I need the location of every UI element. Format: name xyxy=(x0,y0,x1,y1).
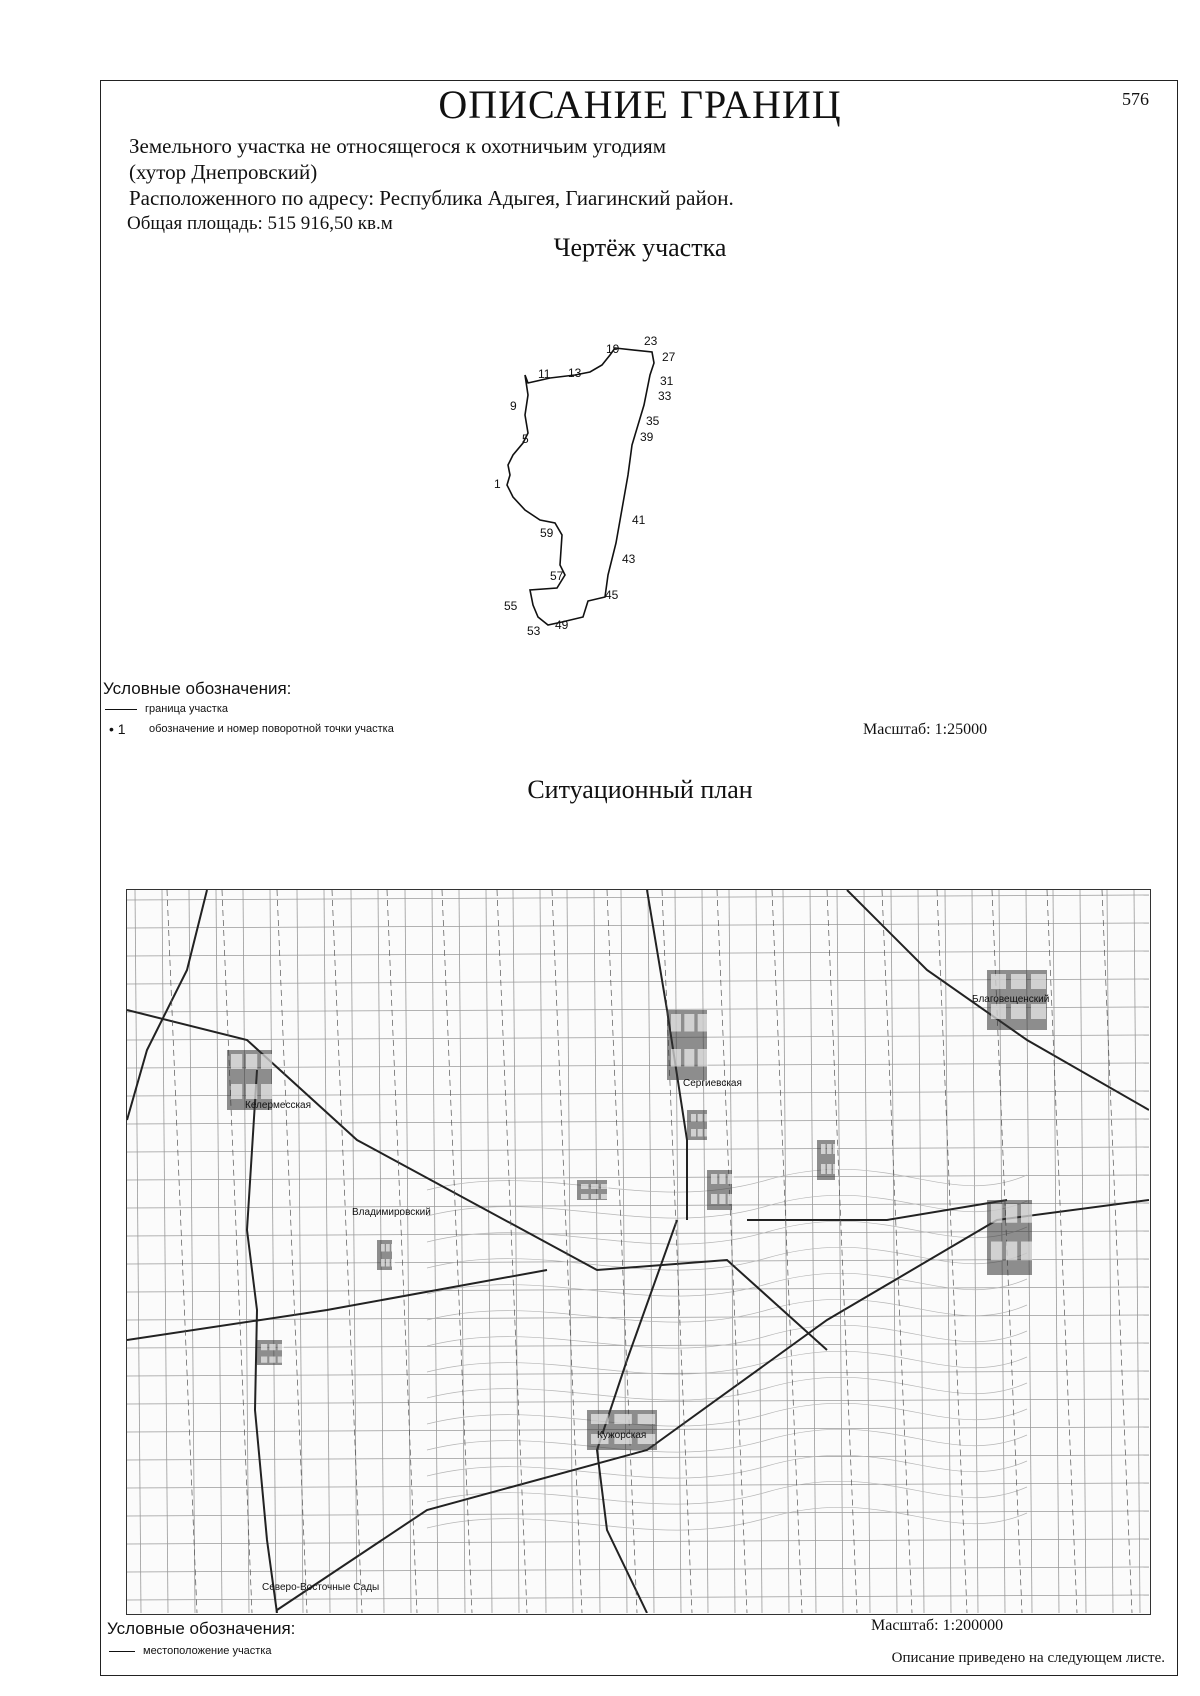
point-label-41: 41 xyxy=(632,513,646,527)
map-settlement-block xyxy=(719,1174,725,1184)
map-grid-line xyxy=(127,1567,1149,1572)
map-settlement-block xyxy=(261,1344,267,1350)
map-track xyxy=(1102,890,1132,1613)
map-settlement xyxy=(687,1110,707,1140)
map-grid-line xyxy=(513,890,519,1613)
header-line-2: (хутор Днепровский) xyxy=(129,160,318,184)
legend-title: Условные обозначения: xyxy=(103,679,292,698)
map-track xyxy=(277,890,307,1613)
map-settlement-block xyxy=(833,1144,838,1154)
map-grid-line xyxy=(810,890,816,1613)
footer-note: Описание приведено на следующем листе. xyxy=(891,1650,1165,1666)
point-label-27: 27 xyxy=(662,350,676,364)
plot-drawing xyxy=(420,265,720,665)
map-grid-line xyxy=(127,895,1149,900)
map-settlement xyxy=(817,1140,835,1180)
map-settlement-block xyxy=(381,1244,385,1252)
map-settlement-block xyxy=(278,1357,284,1363)
map-settlement-block xyxy=(991,1004,1006,1019)
map-settlement-block xyxy=(1006,1204,1017,1223)
map-settlement-block xyxy=(991,1204,1002,1223)
point-label-31: 31 xyxy=(660,374,674,388)
point-label-55: 55 xyxy=(504,599,518,613)
map-settlement-block xyxy=(1006,1242,1017,1261)
map-place-label: Владимировский xyxy=(352,1207,431,1218)
map-grid-line xyxy=(486,890,492,1613)
map-grid-line xyxy=(127,1399,1149,1404)
map-grid-line xyxy=(648,890,654,1613)
map-track xyxy=(717,890,747,1613)
map-track xyxy=(497,890,527,1613)
map-settlement-block xyxy=(704,1129,709,1137)
page-title: ОПИСАНИЕ ГРАНИЦ xyxy=(438,82,842,127)
map-grid-line xyxy=(675,890,681,1613)
point-label-59: 59 xyxy=(540,526,554,540)
map-settlement-block xyxy=(614,1414,632,1424)
point-label-35: 35 xyxy=(646,414,660,428)
map-grid-line xyxy=(405,890,411,1613)
map-road xyxy=(127,890,207,1120)
map-grid-line xyxy=(1080,890,1086,1613)
map-place-label: Благовещенский xyxy=(972,994,1050,1005)
boundary-line-sample xyxy=(105,709,137,710)
map-settlement-block xyxy=(591,1184,599,1189)
map-settlement-block xyxy=(827,1164,832,1174)
map-settlement-block xyxy=(833,1164,838,1174)
plot-boundary xyxy=(507,348,654,625)
map-settlement-block xyxy=(1031,1004,1046,1019)
map-settlement-block xyxy=(261,1054,272,1069)
map-settlement-block xyxy=(1021,1242,1032,1261)
map-grid-line xyxy=(127,1035,1149,1040)
map-grid-line xyxy=(351,890,357,1613)
map-grid-line xyxy=(459,890,465,1613)
location-line-sample xyxy=(109,1651,135,1652)
total-area: Общая площадь: 515 916,50 кв.м xyxy=(127,213,393,234)
map-settlement-block xyxy=(698,1129,703,1137)
map-track xyxy=(167,890,197,1613)
map-settlement-block xyxy=(691,1129,696,1137)
map-place-label: Северо-Восточные Сады xyxy=(262,1582,380,1593)
point-label-43: 43 xyxy=(622,552,636,566)
point-label-49: 49 xyxy=(555,618,569,632)
map-grid-line xyxy=(189,890,195,1613)
map-grid-line xyxy=(127,1539,1149,1544)
map-settlement-block xyxy=(1021,1204,1032,1223)
legend-boundary xyxy=(105,703,228,715)
map-settlement-block xyxy=(269,1357,275,1363)
map-grid-line xyxy=(127,1287,1149,1292)
map-grid-line xyxy=(127,1455,1149,1460)
map-grid-line xyxy=(1134,890,1140,1613)
map-grid-line xyxy=(945,890,951,1613)
point-label-13: 13 xyxy=(568,366,582,380)
map-settlement-block xyxy=(684,1014,694,1032)
map-settlement-block xyxy=(698,1014,708,1032)
legend2-title: Условные обозначения: xyxy=(107,1619,296,1638)
map-grid-line xyxy=(540,890,546,1613)
map-settlement-block xyxy=(261,1357,267,1363)
map-settlement-block xyxy=(821,1164,826,1174)
map-settlement-block xyxy=(698,1049,708,1067)
map-settlement-block xyxy=(231,1084,242,1099)
map-settlement-block xyxy=(1031,974,1046,989)
plot-heading: Чертёж участка xyxy=(553,233,727,262)
map-place-label: Келермесская xyxy=(245,1100,312,1111)
map-settlement-block xyxy=(246,1054,257,1069)
map-graphic xyxy=(127,890,1149,1613)
map-contour xyxy=(427,1273,1027,1296)
map-grid-line xyxy=(864,890,870,1613)
map-grid-line xyxy=(127,1511,1149,1516)
map-grid-line xyxy=(432,890,438,1613)
map-settlement-block xyxy=(719,1194,725,1204)
map-grid-line xyxy=(756,890,762,1613)
point-label-9: 9 xyxy=(510,399,517,413)
map-grid-line xyxy=(324,890,330,1613)
map-settlement-block xyxy=(1011,1004,1026,1019)
map-settlement-block xyxy=(591,1414,609,1424)
map-settlement-block xyxy=(638,1414,656,1424)
map-grid-line xyxy=(135,890,141,1613)
map-settlement-block xyxy=(601,1194,609,1199)
point-label-45: 45 xyxy=(605,588,619,602)
map-grid-line xyxy=(270,890,276,1613)
map-settlement-block xyxy=(391,1244,395,1252)
map-grid-line xyxy=(243,890,249,1613)
page-number: 576 xyxy=(1122,89,1149,109)
point-label-5: 5 xyxy=(522,432,529,446)
map-settlement-block xyxy=(691,1114,696,1122)
map-settlement-block xyxy=(269,1344,275,1350)
map-settlement-block xyxy=(231,1054,242,1069)
map-grid-line xyxy=(1107,890,1113,1613)
map-settlement-block xyxy=(671,1014,681,1032)
point-label-39: 39 xyxy=(640,430,654,444)
map-grid-line xyxy=(162,890,168,1613)
map-settlement-block xyxy=(381,1259,385,1267)
map-grid-line xyxy=(127,1063,1149,1068)
map-grid-line xyxy=(702,890,708,1613)
map-grid-line xyxy=(567,890,573,1613)
map-grid-line xyxy=(127,1147,1149,1152)
map-grid-line xyxy=(127,1119,1149,1124)
point-label-11: 11 xyxy=(538,367,551,381)
map-grid-line xyxy=(891,890,897,1613)
map-place-label: Сергиевская xyxy=(683,1078,742,1089)
map-grid-line xyxy=(127,951,1149,956)
map-settlement-block xyxy=(1011,974,1026,989)
map-settlement-block xyxy=(386,1259,390,1267)
map-road xyxy=(127,1270,547,1340)
map-contour xyxy=(427,1455,1027,1478)
map-grid-line xyxy=(297,890,303,1613)
header-line-1: Земельного участка не относящегося к охотничьим угодиям xyxy=(129,134,666,158)
map-settlement-block xyxy=(821,1144,826,1154)
map-settlement-block xyxy=(391,1259,395,1267)
map-settlement-block xyxy=(728,1194,734,1204)
map-contour xyxy=(427,1507,1027,1530)
legend-location xyxy=(109,1645,272,1657)
map-settlement-block xyxy=(261,1084,272,1099)
map-grid-line xyxy=(1053,890,1059,1613)
map-settlement-block xyxy=(711,1174,717,1184)
map-grid-line xyxy=(127,1483,1149,1488)
map-track xyxy=(332,890,362,1613)
map-contour xyxy=(427,1299,1027,1322)
point-label-19: 19 xyxy=(606,342,620,356)
map-settlement-block xyxy=(711,1194,717,1204)
map-grid-line xyxy=(127,923,1149,928)
map-track xyxy=(772,890,802,1613)
point-label-53: 53 xyxy=(527,624,541,638)
header-line-3: Расположенного по адресу: Республика Адыгея, Гиагинский район. xyxy=(129,186,734,210)
map-grid-line xyxy=(216,890,222,1613)
map-grid-line xyxy=(783,890,789,1613)
point-label-33: 33 xyxy=(658,389,672,403)
legend-location-label: местоположение участка xyxy=(143,1645,272,1657)
map-settlement-block xyxy=(386,1244,390,1252)
map-grid-line xyxy=(918,890,924,1613)
situation-map xyxy=(126,889,1151,1615)
map-grid-line xyxy=(127,1371,1149,1376)
map-settlement-block xyxy=(728,1174,734,1184)
map-track xyxy=(552,890,582,1613)
plot-scale: Масштаб: 1:25000 xyxy=(863,721,988,738)
map-settlement-block xyxy=(684,1049,694,1067)
map-settlement-block xyxy=(591,1194,599,1199)
map-place-label: Кужорская xyxy=(597,1430,647,1441)
map-track xyxy=(222,890,252,1613)
map-settlement-block xyxy=(581,1194,589,1199)
legend-point-label: обозначение и номер поворотной точки участка xyxy=(149,723,394,735)
map-settlement-block xyxy=(827,1144,832,1154)
map-grid-line xyxy=(127,1175,1149,1180)
map-track xyxy=(1047,890,1077,1613)
point-sample: • 1 xyxy=(109,721,126,737)
point-label-1: 1 xyxy=(494,477,501,491)
map-contour xyxy=(427,1429,1027,1452)
map-settlement-block xyxy=(601,1184,609,1189)
map-settlement-block xyxy=(704,1114,709,1122)
map-settlement-block xyxy=(991,1242,1002,1261)
map-grid-line xyxy=(127,1091,1149,1096)
map-settlement-block xyxy=(581,1184,589,1189)
situation-heading: Ситуационный план xyxy=(527,775,753,804)
point-label-57: 57 xyxy=(550,569,564,583)
map-scale: Масштаб: 1:200000 xyxy=(871,1617,1004,1634)
map-settlement-block xyxy=(246,1084,257,1099)
map-grid-line xyxy=(594,890,600,1613)
map-settlement-block xyxy=(671,1049,681,1067)
map-settlement-block xyxy=(278,1344,284,1350)
point-label-23: 23 xyxy=(644,334,658,348)
map-settlement-block xyxy=(698,1114,703,1122)
map-contour xyxy=(427,1247,1027,1270)
map-settlement-block xyxy=(991,974,1006,989)
legend-boundary-label: граница участка xyxy=(145,703,228,715)
legend-point xyxy=(109,721,394,737)
